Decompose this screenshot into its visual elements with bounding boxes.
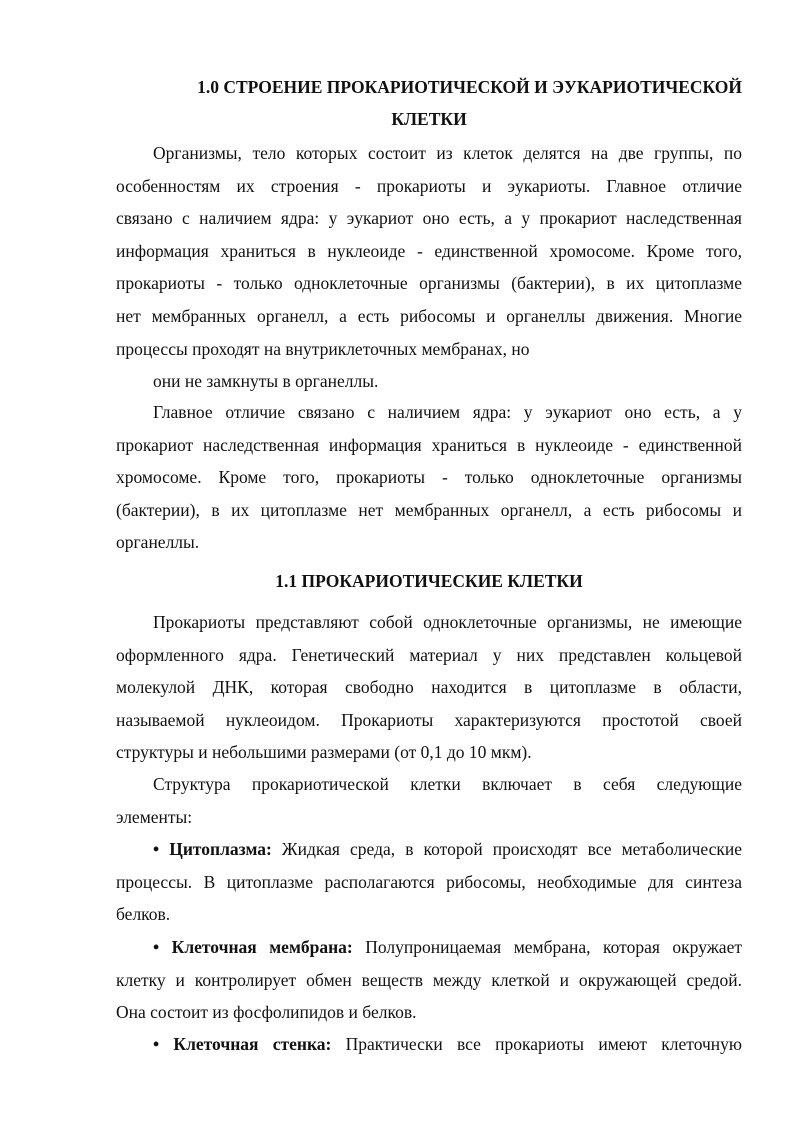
text-line: нет мембранных органелл, а есть рибосомы и органеллы движения. Многие bbox=[116, 305, 742, 326]
text-line: прокариот наследственная информация храниться в нуклеоиде - единственной bbox=[116, 434, 742, 455]
bullet-term: • Клеточная стенка: bbox=[153, 1034, 332, 1054]
paragraph-intro bbox=[116, 137, 742, 365]
text-line: Главное отличие связано с наличием ядра: у эукариот оно есть, а у bbox=[153, 402, 742, 422]
paragraph-nucleus-difference bbox=[116, 396, 742, 559]
heading-prokaryotic-cells: 1.1 ПРОКАРИОТИЧЕСКИЕ КЛЕТКИ bbox=[275, 571, 583, 591]
text-line: называемой нуклеоидом. Прокариоты характеризуются простотой своей bbox=[116, 709, 742, 730]
text-line: связано с наличием ядра: у эукариот оно есть, а у прокариот наследственная bbox=[116, 208, 742, 229]
text-line: Прокариоты представляют собой одноклеточные организмы, не имеющие bbox=[153, 612, 742, 632]
bullet-cell-membrane bbox=[116, 931, 742, 1029]
text-line: (бактерии), в их цитоплазме нет мембранных органелл, а есть рибосомы и bbox=[116, 499, 742, 520]
bullet-text: Практически все прокариоты имеют клеточную bbox=[331, 1034, 742, 1054]
bullet-term: • Клеточная мембрана: bbox=[153, 937, 353, 957]
text-line bbox=[116, 1028, 742, 1061]
paragraph-prokaryotes bbox=[116, 606, 742, 769]
text-line: особенностям их строения - прокариоты и эукариоты. Главное отличие bbox=[116, 175, 742, 196]
text-line: процессы. В цитоплазме располагаются рибосомы, необходимые для синтеза bbox=[116, 871, 742, 892]
text-line: прокариоты - только одноклеточные организмы (бактерии), в их цитоплазме bbox=[116, 273, 742, 294]
text-line: Она состоит из фосфолипидов и белков. bbox=[116, 1002, 417, 1023]
bullet-cell-wall bbox=[116, 1028, 742, 1061]
text-line: оформленного ядра. Генетический материал у них представлен кольцевой bbox=[116, 644, 742, 665]
bullet-term: • Цитоплазма: bbox=[153, 839, 272, 859]
text-line: хромосоме. Кроме того, прокариоты - только одноклеточные организмы bbox=[116, 467, 742, 488]
heading-cell-structure bbox=[116, 71, 742, 135]
heading-line-2: КЛЕТКИ bbox=[391, 109, 467, 129]
bullet-text: Жидкая среда, в которой происходят все метаболические bbox=[271, 839, 742, 859]
text-line: информация храниться в нуклеоиде - единственной хромосоме. Кроме того, bbox=[116, 240, 742, 261]
text-line: молекулой ДНК, которая свободно находится в цитоплазме в области, bbox=[116, 677, 742, 698]
text-line: органеллы. bbox=[116, 532, 200, 553]
bullet-cytoplasm bbox=[116, 833, 742, 931]
text-line: белков. bbox=[116, 904, 171, 925]
bullet-text: Полупроницаемая мембрана, которая окружает bbox=[352, 937, 742, 957]
text-line bbox=[116, 931, 742, 964]
text-line: элементы: bbox=[116, 806, 193, 827]
text-line: структуры и небольшими размерами (от 0,1 до 10 мкм). bbox=[116, 742, 532, 763]
paragraph-structure-intro bbox=[116, 768, 742, 833]
text-line: Структура прокариотической клетки включает в себя следующие bbox=[153, 774, 742, 794]
text-line: клетку и контролирует обмен веществ между клеткой и окружающей средой. bbox=[116, 969, 742, 990]
heading-line-1: 1.0 СТРОЕНИЕ ПРОКАРИОТИЧЕСКОЙ И ЭУКАРИОТИЧЕСКОЙ bbox=[197, 77, 742, 97]
text-line: процессы проходят на внутриклеточных мембранах, но bbox=[116, 338, 530, 359]
text-line bbox=[116, 833, 742, 866]
paragraph-continuation bbox=[116, 365, 742, 398]
text-line: Организмы, тело которых состоит из клеток делятся на две группы, по bbox=[153, 143, 742, 163]
text-line: они не замкнуты в органеллы. bbox=[153, 371, 379, 391]
